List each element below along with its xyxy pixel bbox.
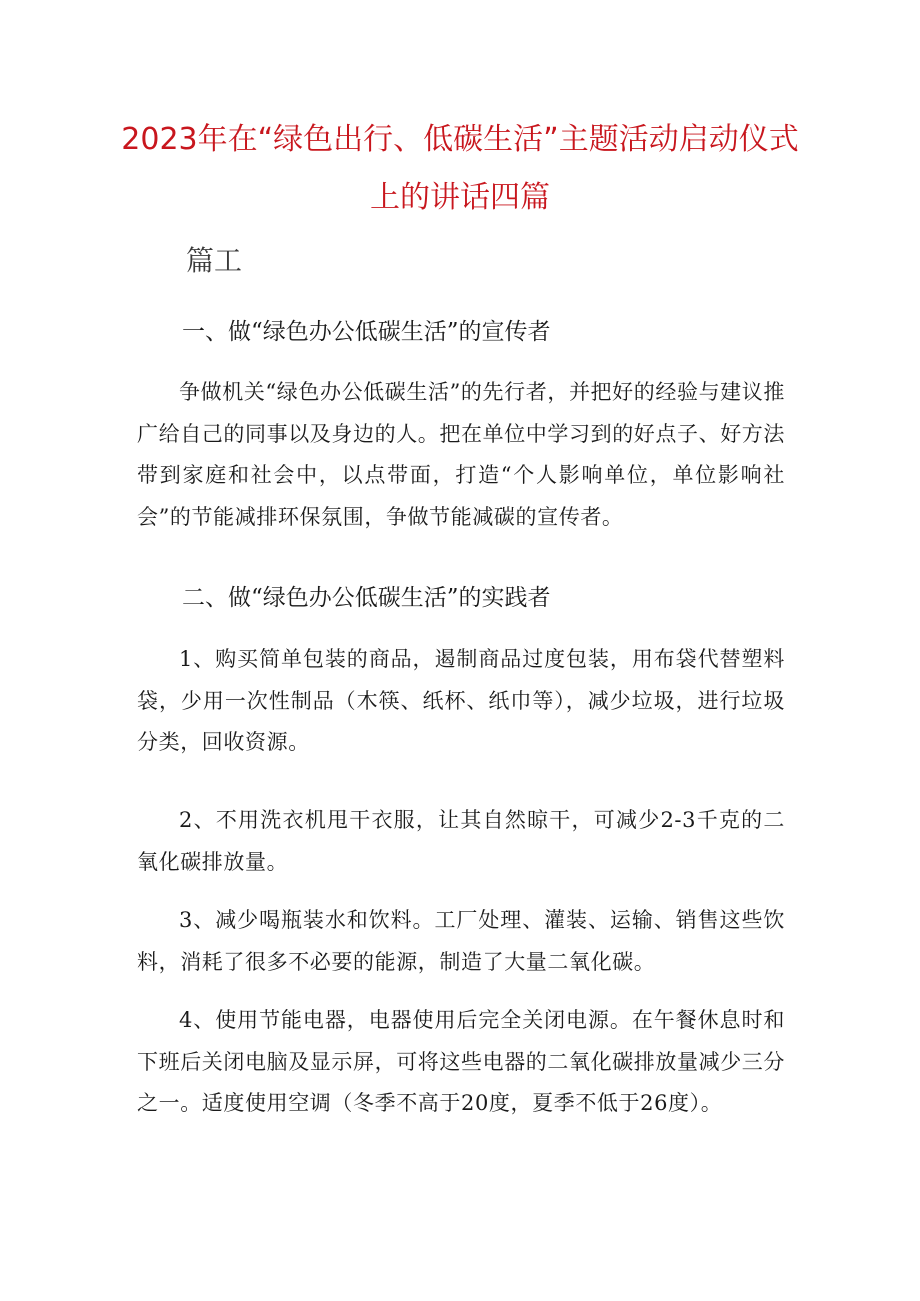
section-2-heading: 二、做“绿色办公低碳生活”的实践者 (182, 585, 551, 611)
section-2-item-3: 3、减少喝瓶装水和饮料。工厂处理、灌装、运输、销售这些饮料，消耗了很多不必要的能源，制造了大量二氧化碳。 (137, 908, 785, 974)
section-2-item-1: 1、购买简单包装的商品，遏制商品过度包装，用布袋代替塑料袋，少用一次性制品（木筷、纸杯、纸巾等），减少垃圾，进行垃圾分类，回收资源。 (137, 647, 785, 754)
section-1-heading: 一、做“绿色办公低碳生活”的宣传者 (182, 319, 551, 345)
section-1-paragraph: 争做机关“绿色办公低碳生活”的先行者，并把好的经验与建议推广给自己的同事以及身边的人。把在单位中学习到的好点子、好方法带到家庭和社会中，以点带面，打造“个人影响单位，单位影响社会”的节能减排环保氛围，争做节能减碳的宣传者。 (137, 380, 785, 529)
document-title-line-1: 2023年在“绿色出行、低碳生活”主题活动启动仪式 (121, 122, 799, 157)
section-2-item-4: 4、使用节能电器，电器使用后完全关闭电源。在午餐休息时和下班后关闭电脑及显示屏，可将这些电器的二氧化碳排放量减少三分之一。适度使用空调（冬季不高于20度，夏季不低于26度）。 (137, 1008, 785, 1115)
section-2-item-2: 2、不用洗衣机甩干衣服，让其自然晾干，可减少2-3千克的二氧化碳排放量。 (137, 808, 785, 874)
document-title-line-2: 上的讲话四篇 (370, 180, 550, 215)
chapter-label: 篇工 (186, 244, 243, 277)
